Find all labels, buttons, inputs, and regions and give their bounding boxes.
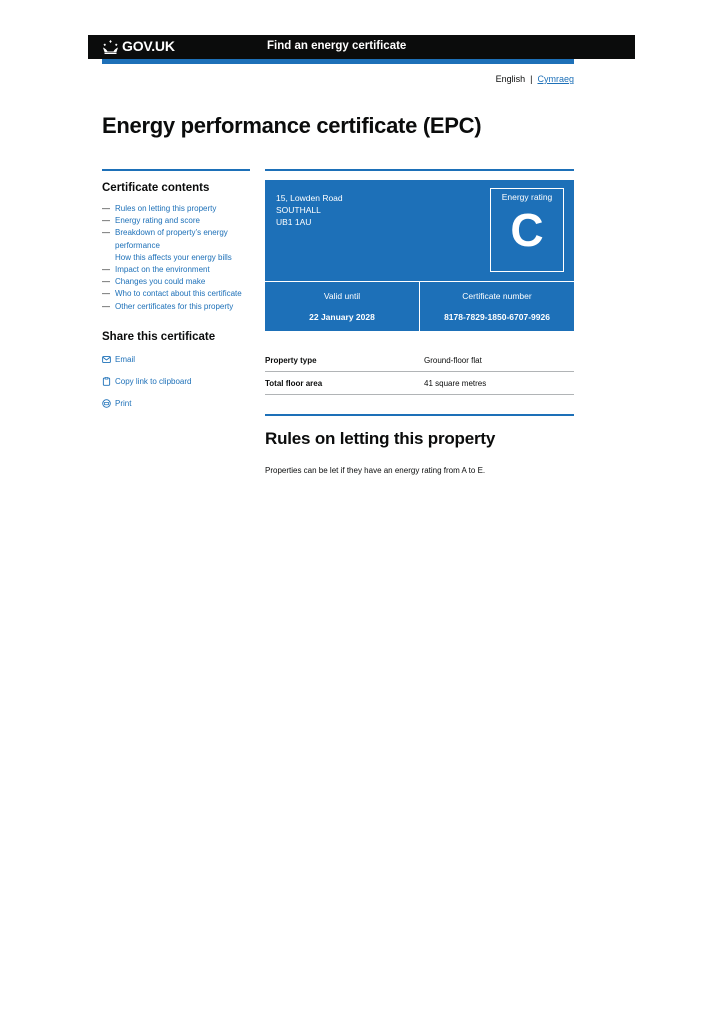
share-title: Share this certificate: [102, 330, 216, 343]
contents-item[interactable]: — Breakdown of property’s energy performance: [102, 228, 228, 250]
section-text: Properties can be let if they have an energy rating from A to E.: [265, 466, 486, 475]
contents-item[interactable]: — Other certificates for this property: [102, 301, 234, 311]
logo-text: GOV.UK: [122, 38, 175, 54]
contents-item[interactable]: — Rules on letting this property: [102, 204, 217, 213]
summary-value: 41 square metres: [424, 378, 487, 388]
energy-rating-label: Energy rating: [501, 192, 553, 202]
sidebar-rule: [102, 169, 250, 171]
contents-item[interactable]: — Who to contact about this certificate: [102, 289, 242, 299]
epc-summary-box: [265, 180, 574, 331]
property-summary-list: [265, 349, 574, 395]
energy-rating-letter: C: [510, 204, 544, 256]
contents-item[interactable]: — Energy rating and score: [102, 216, 200, 226]
summary-key: Total floor area: [265, 378, 323, 388]
contents-item[interactable]: How this affects your energy bills: [115, 252, 232, 262]
certificate-number-cell: [419, 282, 574, 331]
summary-row: [265, 349, 574, 372]
sidebar: [102, 169, 250, 421]
site-header: [88, 35, 635, 59]
certificate-number-label: Certificate number: [462, 291, 532, 301]
govuk-logo-link[interactable]: [102, 38, 175, 54]
property-address: [276, 193, 343, 228]
page-title: Energy performance certificate (EPC): [102, 113, 482, 138]
language-welsh-link[interactable]: Cymraeg: [537, 74, 574, 84]
address-line: SOUTHALL: [276, 204, 321, 215]
main-content: [265, 169, 574, 475]
crown-icon: [102, 39, 119, 54]
contents-title: Certificate contents: [102, 182, 210, 194]
valid-until-cell: [265, 282, 419, 331]
section-rule: [265, 414, 574, 416]
copy-icon: [102, 377, 111, 386]
share-copy-link[interactable]: Copy link to clipboard: [102, 377, 250, 386]
header-accent-bar: [102, 59, 574, 64]
address-line: UB1 1AU: [276, 216, 312, 227]
email-icon: [102, 355, 111, 364]
address-line: 15, Lowden Road: [276, 193, 343, 203]
valid-until-value: 22 January 2028: [309, 312, 375, 322]
contents-item[interactable]: — Changes you could make: [102, 277, 206, 287]
language-english: English: [495, 74, 526, 84]
valid-until-label: Valid until: [323, 291, 361, 301]
main-rule: [265, 169, 574, 171]
print-icon: [102, 399, 111, 408]
section-title: Rules on letting this property: [265, 429, 496, 448]
energy-rating-box: [490, 188, 564, 272]
language-separator: |: [530, 74, 533, 84]
summary-row: [265, 372, 574, 395]
certificate-number-value: 8178-7829-1850-6707-9926: [444, 312, 550, 322]
share-email-link[interactable]: Email: [102, 355, 250, 364]
summary-key: Property type: [265, 355, 317, 365]
contents-item[interactable]: — Impact on the environment: [102, 265, 210, 275]
service-name-link[interactable]: Find an energy certificate: [267, 40, 407, 52]
language-switcher: [496, 74, 574, 84]
summary-value: Ground-floor flat: [424, 355, 482, 365]
share-print-link[interactable]: Print: [102, 399, 250, 408]
contents-list: [102, 203, 250, 313]
certificate-details: [265, 281, 574, 331]
